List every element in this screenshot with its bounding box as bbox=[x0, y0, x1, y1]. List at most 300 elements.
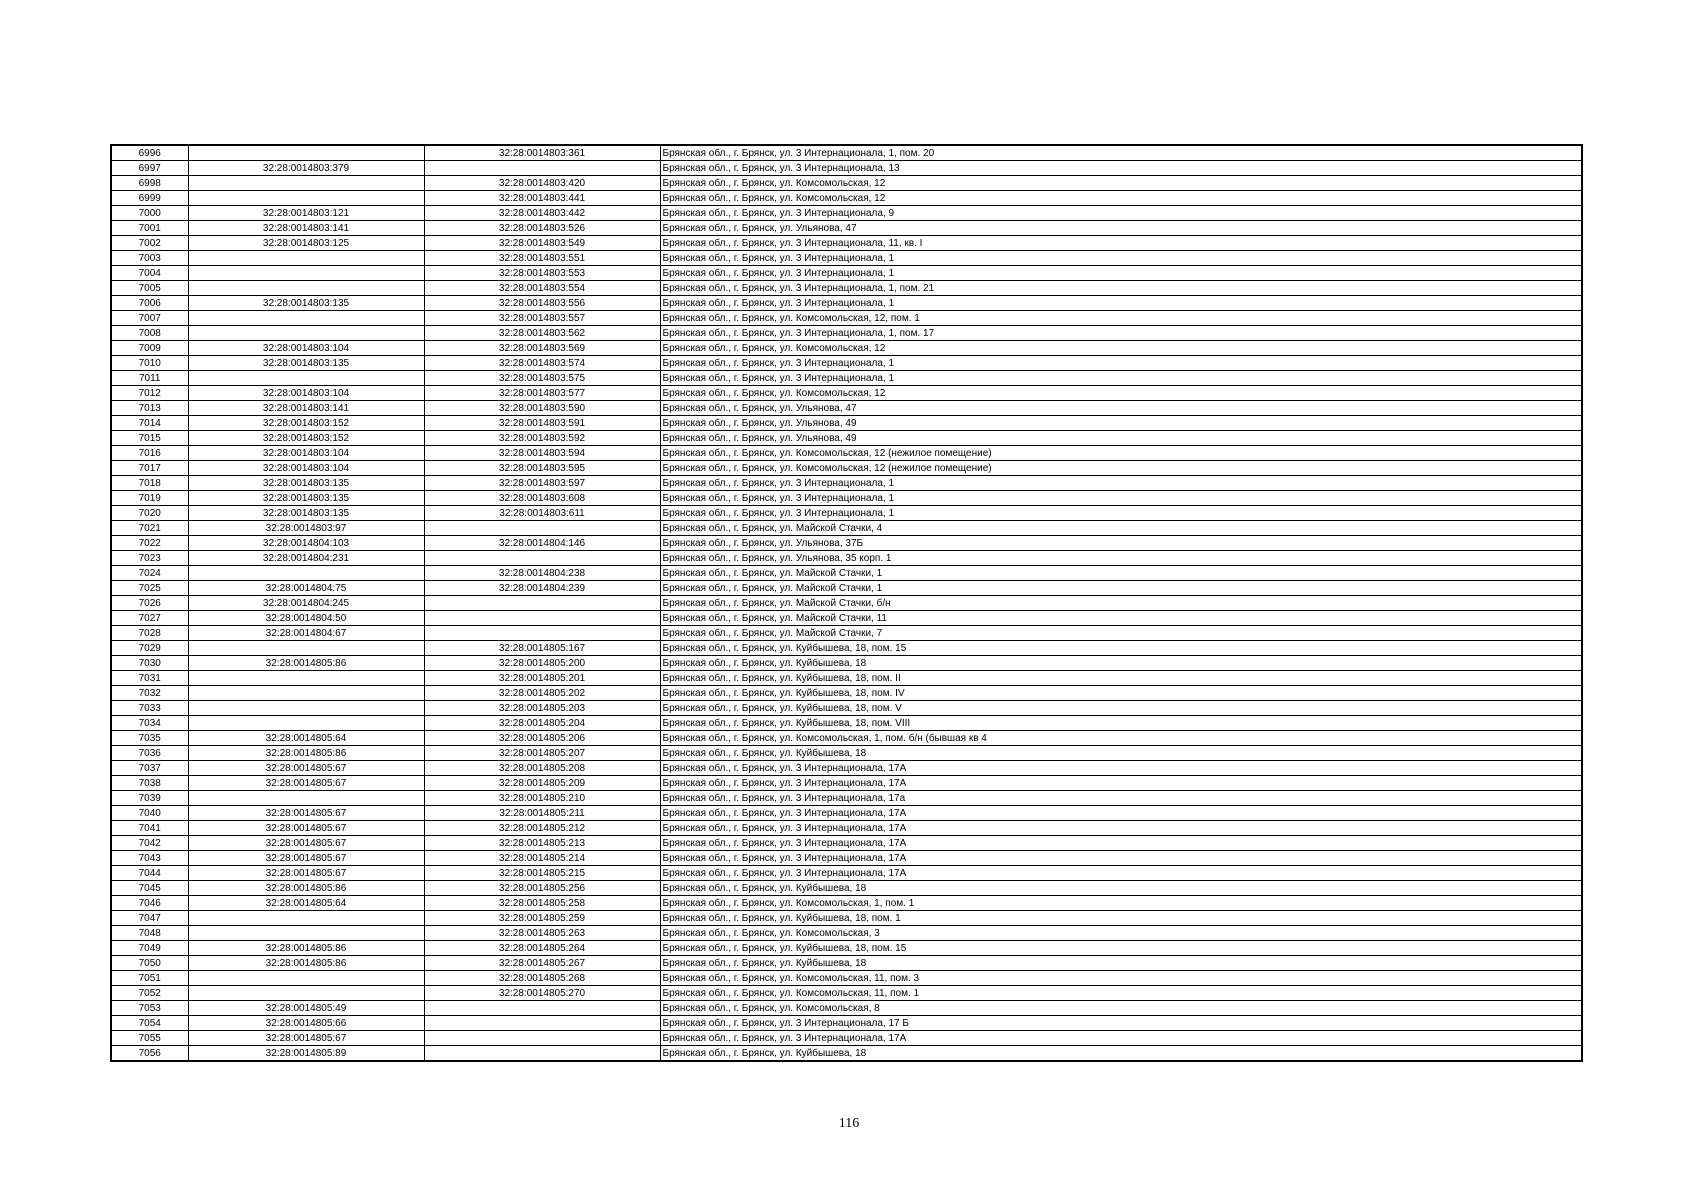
object-cadastral-number-cell: 32:28:0014805:202 bbox=[424, 686, 660, 701]
row-number-cell: 7011 bbox=[111, 371, 188, 386]
address-cell: Брянская обл., г. Брянск, ул. 3 Интернационала, 11, кв. I bbox=[660, 236, 1582, 251]
cadastral-number-cell: 32:28:0014804:75 bbox=[188, 581, 424, 596]
object-cadastral-number-cell bbox=[424, 611, 660, 626]
address-cell: Брянская обл., г. Брянск, ул. Ульянова, 47 bbox=[660, 221, 1582, 236]
object-cadastral-number-cell: 32:28:0014805:256 bbox=[424, 881, 660, 896]
address-cell: Брянская обл., г. Брянск, ул. Майской Стачки, б/н bbox=[660, 596, 1582, 611]
cadastral-number-cell bbox=[188, 145, 424, 161]
row-number-cell: 7025 bbox=[111, 581, 188, 596]
table-row bbox=[111, 145, 1582, 161]
object-cadastral-number-cell bbox=[424, 1031, 660, 1046]
row-number-cell: 7005 bbox=[111, 281, 188, 296]
row-number-cell: 7028 bbox=[111, 626, 188, 641]
object-cadastral-number-cell: 32:28:0014803:556 bbox=[424, 296, 660, 311]
row-number-cell: 7045 bbox=[111, 881, 188, 896]
row-number-cell: 7020 bbox=[111, 506, 188, 521]
address-cell: Брянская обл., г. Брянск, ул. Куйбышева, 18 bbox=[660, 881, 1582, 896]
table-row bbox=[111, 911, 1582, 926]
cadastral-number-cell: 32:28:0014803:135 bbox=[188, 491, 424, 506]
row-number-cell: 7052 bbox=[111, 986, 188, 1001]
address-cell: Брянская обл., г. Брянск, ул. Комсомольская, 3 bbox=[660, 926, 1582, 941]
object-cadastral-number-cell: 32:28:0014803:442 bbox=[424, 206, 660, 221]
table-row bbox=[111, 296, 1582, 311]
cadastral-number-cell: 32:28:0014805:67 bbox=[188, 1031, 424, 1046]
object-cadastral-number-cell: 32:28:0014803:553 bbox=[424, 266, 660, 281]
object-cadastral-number-cell: 32:28:0014805:213 bbox=[424, 836, 660, 851]
table-row bbox=[111, 806, 1582, 821]
object-cadastral-number-cell: 32:28:0014803:594 bbox=[424, 446, 660, 461]
cadastral-number-cell: 32:28:0014805:66 bbox=[188, 1016, 424, 1031]
row-number-cell: 6996 bbox=[111, 145, 188, 161]
row-number-cell: 7000 bbox=[111, 206, 188, 221]
object-cadastral-number-cell: 32:28:0014805:268 bbox=[424, 971, 660, 986]
table-row bbox=[111, 746, 1582, 761]
cadastral-number-cell: 32:28:0014805:67 bbox=[188, 761, 424, 776]
table-row bbox=[111, 416, 1582, 431]
cadastral-number-cell: 32:28:0014803:141 bbox=[188, 401, 424, 416]
row-number-cell: 7017 bbox=[111, 461, 188, 476]
row-number-cell: 7010 bbox=[111, 356, 188, 371]
address-cell: Брянская обл., г. Брянск, ул. Комсомольская, 12 bbox=[660, 386, 1582, 401]
object-cadastral-number-cell: 32:28:0014805:263 bbox=[424, 926, 660, 941]
object-cadastral-number-cell: 32:28:0014803:577 bbox=[424, 386, 660, 401]
address-cell: Брянская обл., г. Брянск, ул. 3 Интернационала, 17А bbox=[660, 776, 1582, 791]
cadastral-number-cell: 32:28:0014803:141 bbox=[188, 221, 424, 236]
row-number-cell: 7035 bbox=[111, 731, 188, 746]
cadastral-number-cell bbox=[188, 986, 424, 1001]
row-number-cell: 7022 bbox=[111, 536, 188, 551]
cadastral-number-cell: 32:28:0014804:245 bbox=[188, 596, 424, 611]
table-row bbox=[111, 626, 1582, 641]
address-cell: Брянская обл., г. Брянск, ул. 3 Интернационала, 17А bbox=[660, 866, 1582, 881]
table-row bbox=[111, 716, 1582, 731]
object-cadastral-number-cell: 32:28:0014805:267 bbox=[424, 956, 660, 971]
cadastral-number-cell: 32:28:0014803:152 bbox=[188, 431, 424, 446]
object-cadastral-number-cell: 32:28:0014803:597 bbox=[424, 476, 660, 491]
table-row bbox=[111, 446, 1582, 461]
cadastral-number-cell: 32:28:0014805:67 bbox=[188, 851, 424, 866]
cadastral-number-cell bbox=[188, 971, 424, 986]
object-cadastral-number-cell: 32:28:0014805:259 bbox=[424, 911, 660, 926]
object-cadastral-number-cell: 32:28:0014803:592 bbox=[424, 431, 660, 446]
row-number-cell: 7016 bbox=[111, 446, 188, 461]
table-row bbox=[111, 386, 1582, 401]
table-row bbox=[111, 671, 1582, 686]
address-cell: Брянская обл., г. Брянск, ул. Комсомольская, 12, пом. 1 bbox=[660, 311, 1582, 326]
cadastral-number-cell: 32:28:0014803:104 bbox=[188, 386, 424, 401]
table-row bbox=[111, 941, 1582, 956]
row-number-cell: 7044 bbox=[111, 866, 188, 881]
row-number-cell: 7043 bbox=[111, 851, 188, 866]
object-cadastral-number-cell: 32:28:0014805:209 bbox=[424, 776, 660, 791]
object-cadastral-number-cell: 32:28:0014803:441 bbox=[424, 191, 660, 206]
table-row bbox=[111, 161, 1582, 176]
address-cell: Брянская обл., г. Брянск, ул. Комсомольская, 11, пом. 1 bbox=[660, 986, 1582, 1001]
cadastral-number-cell: 32:28:0014803:135 bbox=[188, 356, 424, 371]
address-cell: Брянская обл., г. Брянск, ул. Комсомольская, 12 (нежилое помещение) bbox=[660, 461, 1582, 476]
table-row bbox=[111, 356, 1582, 371]
address-cell: Брянская обл., г. Брянск, ул. 3 Интернационала, 17а bbox=[660, 791, 1582, 806]
row-number-cell: 7036 bbox=[111, 746, 188, 761]
address-cell: Брянская обл., г. Брянск, ул. Куйбышева, 18 bbox=[660, 1046, 1582, 1062]
row-number-cell: 7031 bbox=[111, 671, 188, 686]
table-row bbox=[111, 461, 1582, 476]
address-cell: Брянская обл., г. Брянск, ул. 3 Интернационала, 17 Б bbox=[660, 1016, 1582, 1031]
address-cell: Брянская обл., г. Брянск, ул. Комсомольская, 12 bbox=[660, 176, 1582, 191]
table-row bbox=[111, 656, 1582, 671]
table-row bbox=[111, 971, 1582, 986]
object-cadastral-number-cell: 32:28:0014803:611 bbox=[424, 506, 660, 521]
cadastral-number-cell: 32:28:0014804:50 bbox=[188, 611, 424, 626]
table-row bbox=[111, 1031, 1582, 1046]
cadastral-number-cell bbox=[188, 701, 424, 716]
cadastral-number-cell: 32:28:0014804:231 bbox=[188, 551, 424, 566]
table-row bbox=[111, 1001, 1582, 1016]
address-cell: Брянская обл., г. Брянск, ул. Куйбышева, 18, пом. V bbox=[660, 701, 1582, 716]
object-cadastral-number-cell: 32:28:0014803:608 bbox=[424, 491, 660, 506]
row-number-cell: 7040 bbox=[111, 806, 188, 821]
table-row bbox=[111, 821, 1582, 836]
row-number-cell: 7041 bbox=[111, 821, 188, 836]
row-number-cell: 7008 bbox=[111, 326, 188, 341]
row-number-cell: 7006 bbox=[111, 296, 188, 311]
table-row bbox=[111, 371, 1582, 386]
table-row bbox=[111, 851, 1582, 866]
object-cadastral-number-cell: 32:28:0014805:211 bbox=[424, 806, 660, 821]
cadastral-number-cell bbox=[188, 911, 424, 926]
address-cell: Брянская обл., г. Брянск, ул. 3 Интернационала, 17А bbox=[660, 836, 1582, 851]
table-row bbox=[111, 236, 1582, 251]
cadastral-number-cell: 32:28:0014805:86 bbox=[188, 746, 424, 761]
table-row bbox=[111, 1046, 1582, 1062]
row-number-cell: 7002 bbox=[111, 236, 188, 251]
object-cadastral-number-cell: 32:28:0014804:239 bbox=[424, 581, 660, 596]
object-cadastral-number-cell: 32:28:0014803:569 bbox=[424, 341, 660, 356]
cadastral-number-cell bbox=[188, 671, 424, 686]
cadastral-number-cell: 32:28:0014805:86 bbox=[188, 656, 424, 671]
table-row bbox=[111, 956, 1582, 971]
address-cell: Брянская обл., г. Брянск, ул. 3 Интернационала, 1 bbox=[660, 296, 1582, 311]
table-row bbox=[111, 791, 1582, 806]
address-cell: Брянская обл., г. Брянск, ул. 3 Интернационала, 1 bbox=[660, 356, 1582, 371]
row-number-cell: 7018 bbox=[111, 476, 188, 491]
row-number-cell: 7027 bbox=[111, 611, 188, 626]
address-cell: Брянская обл., г. Брянск, ул. Ульянова, 49 bbox=[660, 431, 1582, 446]
row-number-cell: 7054 bbox=[111, 1016, 188, 1031]
row-number-cell: 7049 bbox=[111, 941, 188, 956]
cadastral-number-cell: 32:28:0014805:64 bbox=[188, 896, 424, 911]
cadastral-number-cell bbox=[188, 191, 424, 206]
cadastral-number-cell: 32:28:0014805:89 bbox=[188, 1046, 424, 1062]
table-row bbox=[111, 866, 1582, 881]
address-cell: Брянская обл., г. Брянск, ул. 3 Интернационала, 1, пом. 21 bbox=[660, 281, 1582, 296]
cadastral-number-cell: 32:28:0014803:135 bbox=[188, 476, 424, 491]
row-number-cell: 7019 bbox=[111, 491, 188, 506]
page-number: 116 bbox=[838, 1116, 860, 1131]
object-cadastral-number-cell bbox=[424, 596, 660, 611]
object-cadastral-number-cell: 32:28:0014805:214 bbox=[424, 851, 660, 866]
cadastral-number-cell: 32:28:0014803:152 bbox=[188, 416, 424, 431]
cadastral-number-cell bbox=[188, 176, 424, 191]
cadastral-number-cell bbox=[188, 266, 424, 281]
row-number-cell: 7051 bbox=[111, 971, 188, 986]
row-number-cell: 7021 bbox=[111, 521, 188, 536]
address-cell: Брянская обл., г. Брянск, ул. Комсомольская, 11, пом. 3 bbox=[660, 971, 1582, 986]
address-cell: Брянская обл., г. Брянск, ул. Ульянова, 35 корп. 1 bbox=[660, 551, 1582, 566]
row-number-cell: 7038 bbox=[111, 776, 188, 791]
address-cell: Брянская обл., г. Брянск, ул. Куйбышева, 18, пом. 1 bbox=[660, 911, 1582, 926]
object-cadastral-number-cell: 32:28:0014803:575 bbox=[424, 371, 660, 386]
table-row bbox=[111, 881, 1582, 896]
table-row bbox=[111, 506, 1582, 521]
cadastral-number-cell: 32:28:0014804:103 bbox=[188, 536, 424, 551]
row-number-cell: 7001 bbox=[111, 221, 188, 236]
cadastral-number-cell: 32:28:0014805:86 bbox=[188, 881, 424, 896]
cadastral-number-cell: 32:28:0014805:86 bbox=[188, 956, 424, 971]
address-cell: Брянская обл., г. Брянск, ул. Куйбышева, 18 bbox=[660, 746, 1582, 761]
object-cadastral-number-cell bbox=[424, 161, 660, 176]
row-number-cell: 7037 bbox=[111, 761, 188, 776]
object-cadastral-number-cell: 32:28:0014803:526 bbox=[424, 221, 660, 236]
row-number-cell: 7030 bbox=[111, 656, 188, 671]
cadastral-number-cell: 32:28:0014805:49 bbox=[188, 1001, 424, 1016]
address-cell: Брянская обл., г. Брянск, ул. Куйбышева, 18, пом. VIII bbox=[660, 716, 1582, 731]
object-cadastral-number-cell: 32:28:0014803:420 bbox=[424, 176, 660, 191]
row-number-cell: 7042 bbox=[111, 836, 188, 851]
table-row bbox=[111, 431, 1582, 446]
row-number-cell: 7024 bbox=[111, 566, 188, 581]
table-row bbox=[111, 986, 1582, 1001]
object-cadastral-number-cell: 32:28:0014803:551 bbox=[424, 251, 660, 266]
row-number-cell: 7014 bbox=[111, 416, 188, 431]
table-row bbox=[111, 596, 1582, 611]
row-number-cell: 7015 bbox=[111, 431, 188, 446]
table-row bbox=[111, 611, 1582, 626]
row-number-cell: 7048 bbox=[111, 926, 188, 941]
address-cell: Брянская обл., г. Брянск, ул. 3 Интернационала, 17А bbox=[660, 806, 1582, 821]
row-number-cell: 7033 bbox=[111, 701, 188, 716]
address-cell: Брянская обл., г. Брянск, ул. 3 Интернационала, 17А bbox=[660, 851, 1582, 866]
cadastral-number-cell: 32:28:0014803:135 bbox=[188, 296, 424, 311]
cadastral-number-cell: 32:28:0014803:104 bbox=[188, 341, 424, 356]
cadastral-number-cell bbox=[188, 686, 424, 701]
table-row bbox=[111, 536, 1582, 551]
object-cadastral-number-cell: 32:28:0014804:238 bbox=[424, 566, 660, 581]
cadastral-number-cell bbox=[188, 716, 424, 731]
address-cell: Брянская обл., г. Брянск, ул. 3 Интернационала, 1 bbox=[660, 491, 1582, 506]
address-cell: Брянская обл., г. Брянск, ул. 3 Интернационала, 1 bbox=[660, 506, 1582, 521]
row-number-cell: 7009 bbox=[111, 341, 188, 356]
table-row bbox=[111, 491, 1582, 506]
object-cadastral-number-cell: 32:28:0014803:595 bbox=[424, 461, 660, 476]
table-row bbox=[111, 191, 1582, 206]
object-cadastral-number-cell: 32:28:0014805:264 bbox=[424, 941, 660, 956]
address-cell: Брянская обл., г. Брянск, ул. Майской Стачки, 1 bbox=[660, 581, 1582, 596]
cadastral-number-cell bbox=[188, 371, 424, 386]
cadastral-number-cell bbox=[188, 326, 424, 341]
address-cell: Брянская обл., г. Брянск, ул. Комсомольская, 8 bbox=[660, 1001, 1582, 1016]
object-cadastral-number-cell: 32:28:0014803:591 bbox=[424, 416, 660, 431]
object-cadastral-number-cell: 32:28:0014804:146 bbox=[424, 536, 660, 551]
table-row bbox=[111, 476, 1582, 491]
address-cell: Брянская обл., г. Брянск, ул. Ульянова, 47 bbox=[660, 401, 1582, 416]
object-cadastral-number-cell: 32:28:0014805:201 bbox=[424, 671, 660, 686]
address-cell: Брянская обл., г. Брянск, ул. Куйбышева, 18, пом. II bbox=[660, 671, 1582, 686]
address-cell: Брянская обл., г. Брянск, ул. 3 Интернационала, 17А bbox=[660, 761, 1582, 776]
table-row bbox=[111, 401, 1582, 416]
row-number-cell: 7013 bbox=[111, 401, 188, 416]
table-row bbox=[111, 341, 1582, 356]
cadastral-number-cell: 32:28:0014803:121 bbox=[188, 206, 424, 221]
table-row bbox=[111, 566, 1582, 581]
cadastral-number-cell: 32:28:0014803:125 bbox=[188, 236, 424, 251]
registry-table-body bbox=[111, 145, 1582, 1061]
cadastral-number-cell: 32:28:0014803:104 bbox=[188, 461, 424, 476]
table-row bbox=[111, 176, 1582, 191]
object-cadastral-number-cell: 32:28:0014803:361 bbox=[424, 145, 660, 161]
table-row bbox=[111, 926, 1582, 941]
row-number-cell: 7056 bbox=[111, 1046, 188, 1062]
object-cadastral-number-cell bbox=[424, 1001, 660, 1016]
object-cadastral-number-cell: 32:28:0014805:204 bbox=[424, 716, 660, 731]
cadastral-number-cell bbox=[188, 281, 424, 296]
object-cadastral-number-cell: 32:28:0014803:590 bbox=[424, 401, 660, 416]
address-cell: Брянская обл., г. Брянск, ул. Комсомольская, 1, пом. 1 bbox=[660, 896, 1582, 911]
address-cell: Брянская обл., г. Брянск, ул. 3 Интернационала, 1, пом. 17 bbox=[660, 326, 1582, 341]
table-row bbox=[111, 731, 1582, 746]
row-number-cell: 7046 bbox=[111, 896, 188, 911]
cadastral-number-cell: 32:28:0014805:67 bbox=[188, 821, 424, 836]
row-number-cell: 7032 bbox=[111, 686, 188, 701]
cadastral-number-cell: 32:28:0014803:135 bbox=[188, 506, 424, 521]
object-cadastral-number-cell: 32:28:0014805:215 bbox=[424, 866, 660, 881]
object-cadastral-number-cell: 32:28:0014805:167 bbox=[424, 641, 660, 656]
address-cell: Брянская обл., г. Брянск, ул. Куйбышева, 18, пом. 15 bbox=[660, 641, 1582, 656]
cadastral-number-cell: 32:28:0014804:67 bbox=[188, 626, 424, 641]
row-number-cell: 7053 bbox=[111, 1001, 188, 1016]
cadastral-number-cell: 32:28:0014805:67 bbox=[188, 866, 424, 881]
object-cadastral-number-cell bbox=[424, 1016, 660, 1031]
object-cadastral-number-cell: 32:28:0014805:208 bbox=[424, 761, 660, 776]
address-cell: Брянская обл., г. Брянск, ул. Ульянова, 49 bbox=[660, 416, 1582, 431]
object-cadastral-number-cell bbox=[424, 521, 660, 536]
table-row bbox=[111, 776, 1582, 791]
registry-table bbox=[110, 144, 1583, 1062]
table-row bbox=[111, 761, 1582, 776]
row-number-cell: 7003 bbox=[111, 251, 188, 266]
address-cell: Брянская обл., г. Брянск, ул. Куйбышева, 18, пом. 15 bbox=[660, 941, 1582, 956]
cadastral-number-cell bbox=[188, 641, 424, 656]
address-cell: Брянская обл., г. Брянск, ул. 3 Интернационала, 1 bbox=[660, 371, 1582, 386]
cadastral-number-cell bbox=[188, 311, 424, 326]
table-row bbox=[111, 266, 1582, 281]
cadastral-number-cell bbox=[188, 926, 424, 941]
cadastral-number-cell: 32:28:0014805:86 bbox=[188, 941, 424, 956]
object-cadastral-number-cell: 32:28:0014805:203 bbox=[424, 701, 660, 716]
address-cell: Брянская обл., г. Брянск, ул. Майской Стачки, 11 bbox=[660, 611, 1582, 626]
row-number-cell: 7012 bbox=[111, 386, 188, 401]
address-cell: Брянская обл., г. Брянск, ул. Комсомольская, 1, пом. б/н (бывшая кв 4 bbox=[660, 731, 1582, 746]
object-cadastral-number-cell: 32:28:0014805:206 bbox=[424, 731, 660, 746]
cadastral-number-cell: 32:28:0014805:67 bbox=[188, 776, 424, 791]
row-number-cell: 7050 bbox=[111, 956, 188, 971]
table-row bbox=[111, 326, 1582, 341]
table-row bbox=[111, 896, 1582, 911]
cadastral-number-cell: 32:28:0014805:64 bbox=[188, 731, 424, 746]
address-cell: Брянская обл., г. Брянск, ул. 3 Интернационала, 17А bbox=[660, 1031, 1582, 1046]
cadastral-number-cell bbox=[188, 251, 424, 266]
row-number-cell: 7055 bbox=[111, 1031, 188, 1046]
table-row bbox=[111, 551, 1582, 566]
address-cell: Брянская обл., г. Брянск, ул. 3 Интернационала, 1 bbox=[660, 251, 1582, 266]
object-cadastral-number-cell: 32:28:0014803:562 bbox=[424, 326, 660, 341]
address-cell: Брянская обл., г. Брянск, ул. 3 Интернационала, 17А bbox=[660, 821, 1582, 836]
address-cell: Брянская обл., г. Брянск, ул. Комсомольская, 12 bbox=[660, 191, 1582, 206]
table-row bbox=[111, 251, 1582, 266]
address-cell: Брянская обл., г. Брянск, ул. Ульянова, 37Б bbox=[660, 536, 1582, 551]
row-number-cell: 7029 bbox=[111, 641, 188, 656]
address-cell: Брянская обл., г. Брянск, ул. Майской Стачки, 1 bbox=[660, 566, 1582, 581]
row-number-cell: 6998 bbox=[111, 176, 188, 191]
address-cell: Брянская обл., г. Брянск, ул. Куйбышева, 18, пом. IV bbox=[660, 686, 1582, 701]
address-cell: Брянская обл., г. Брянск, ул. 3 Интернационала, 13 bbox=[660, 161, 1582, 176]
row-number-cell: 7004 bbox=[111, 266, 188, 281]
row-number-cell: 7047 bbox=[111, 911, 188, 926]
address-cell: Брянская обл., г. Брянск, ул. Майской Стачки, 4 bbox=[660, 521, 1582, 536]
address-cell: Брянская обл., г. Брянск, ул. 3 Интернационала, 1 bbox=[660, 266, 1582, 281]
object-cadastral-number-cell: 32:28:0014805:207 bbox=[424, 746, 660, 761]
cadastral-number-cell: 32:28:0014803:97 bbox=[188, 521, 424, 536]
cadastral-number-cell bbox=[188, 791, 424, 806]
table-row bbox=[111, 311, 1582, 326]
object-cadastral-number-cell bbox=[424, 551, 660, 566]
row-number-cell: 7034 bbox=[111, 716, 188, 731]
address-cell: Брянская обл., г. Брянск, ул. Комсомольская, 12 bbox=[660, 341, 1582, 356]
object-cadastral-number-cell: 32:28:0014805:212 bbox=[424, 821, 660, 836]
address-cell: Брянская обл., г. Брянск, ул. Майской Стачки, 7 bbox=[660, 626, 1582, 641]
object-cadastral-number-cell: 32:28:0014803:557 bbox=[424, 311, 660, 326]
cadastral-number-cell: 32:28:0014803:104 bbox=[188, 446, 424, 461]
object-cadastral-number-cell: 32:28:0014805:270 bbox=[424, 986, 660, 1001]
table-row bbox=[111, 701, 1582, 716]
table-row bbox=[111, 206, 1582, 221]
table-row bbox=[111, 281, 1582, 296]
table-row bbox=[111, 686, 1582, 701]
address-cell: Брянская обл., г. Брянск, ул. Куйбышева, 18 bbox=[660, 956, 1582, 971]
cadastral-number-cell: 32:28:0014803:379 bbox=[188, 161, 424, 176]
table-row bbox=[111, 641, 1582, 656]
object-cadastral-number-cell bbox=[424, 1046, 660, 1062]
object-cadastral-number-cell: 32:28:0014803:574 bbox=[424, 356, 660, 371]
table-row bbox=[111, 521, 1582, 536]
cadastral-number-cell bbox=[188, 566, 424, 581]
address-cell: Брянская обл., г. Брянск, ул. Комсомольская, 12 (нежилое помещение) bbox=[660, 446, 1582, 461]
cadastral-number-cell: 32:28:0014805:67 bbox=[188, 836, 424, 851]
object-cadastral-number-cell: 32:28:0014805:200 bbox=[424, 656, 660, 671]
address-cell: Брянская обл., г. Брянск, ул. 3 Интернационала, 1 bbox=[660, 476, 1582, 491]
table-row bbox=[111, 1016, 1582, 1031]
row-number-cell: 7039 bbox=[111, 791, 188, 806]
row-number-cell: 7026 bbox=[111, 596, 188, 611]
object-cadastral-number-cell: 32:28:0014803:554 bbox=[424, 281, 660, 296]
row-number-cell: 7023 bbox=[111, 551, 188, 566]
table-row bbox=[111, 581, 1582, 596]
row-number-cell: 6997 bbox=[111, 161, 188, 176]
row-number-cell: 6999 bbox=[111, 191, 188, 206]
cadastral-number-cell: 32:28:0014805:67 bbox=[188, 806, 424, 821]
row-number-cell: 7007 bbox=[111, 311, 188, 326]
table-row bbox=[111, 221, 1582, 236]
